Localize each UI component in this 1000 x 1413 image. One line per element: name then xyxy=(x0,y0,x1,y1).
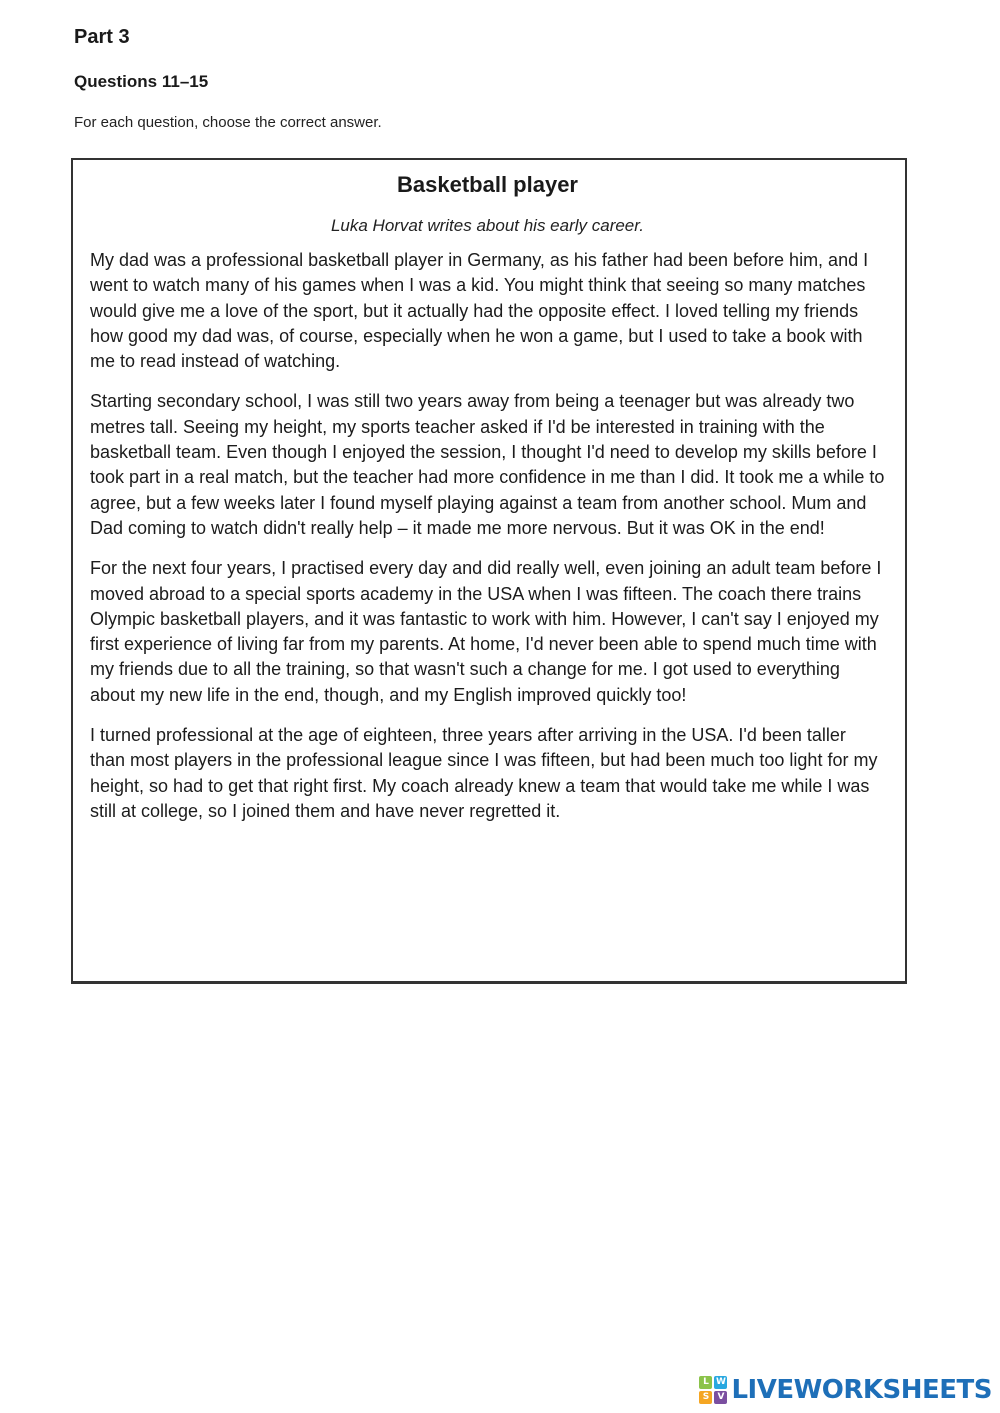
brand-name: LIVEWORKSHEETS xyxy=(731,1375,992,1405)
liveworksheets-logo-icon xyxy=(699,1376,727,1404)
article-title: Basketball player xyxy=(397,172,578,197)
part-title: Part 3 xyxy=(74,26,130,48)
instructions: For each question, choose the correct answer. xyxy=(74,114,382,131)
article-paragraph-4: I turned professional at the age of eighteen, three years after arriving in the USA. I'd been taller than most players in the professional league since I was fifteen, but had been much too light for my height, so had to get that right first. My coach already knew a team that would take me while I was still at college, so I joined them and have never regretted it. xyxy=(90,725,878,821)
article-subtitle: Luka Horvat writes about his early career. xyxy=(330,216,645,235)
logo-square: V xyxy=(714,1391,727,1404)
reading-text-box xyxy=(71,158,907,984)
liveworksheets-brand xyxy=(699,1375,992,1405)
logo-square: S xyxy=(699,1391,712,1404)
article-paragraph-3: For the next four years, I practised every day and did really well, even joining an adult team before I moved abroad to a special sports academy in the USA when I was fifteen. The coach there trains Olympic basketball players, and it was fantastic to work with him. However, I can't say I enjoyed my first experience of living far from my parents. At home, I'd never been able to spend much time with my friends due to all the training, so that wasn't such a change for me. I got used to everything about my new life in the end, though, and my English improved quickly too! xyxy=(90,558,882,705)
logo-square: L xyxy=(699,1376,712,1389)
article-paragraph-2: Starting secondary school, I was still two years away from being a teenager but was already two metres tall. Seeing my height, my sports teacher asked if I'd be interested in training with the basketball team. Even though I enjoyed the session, I thought I'd need to develop my skills before I took part in a real match, but the teacher had more confidence in me than I did. It took me a while to agree, but a few weeks later I found myself playing against a team from another school. Mum and Dad coming to watch didn't really help – it made me more nervous. But it was OK in the end! xyxy=(90,391,885,538)
logo-square: W xyxy=(715,1377,726,1387)
article-paragraph-1: My dad was a professional basketball player in Germany, as his father had been before him, and I went to watch many of his games when I was a kid. You might think that seeing so many matches would give me a love of the sport, but it actually had the opposite effect. I loved telling my friends how good my dad was, of course, especially when he won a game, but I used to take a book with me to read instead of watching. xyxy=(90,250,869,372)
questions-range: Questions 11–15 xyxy=(74,72,209,91)
